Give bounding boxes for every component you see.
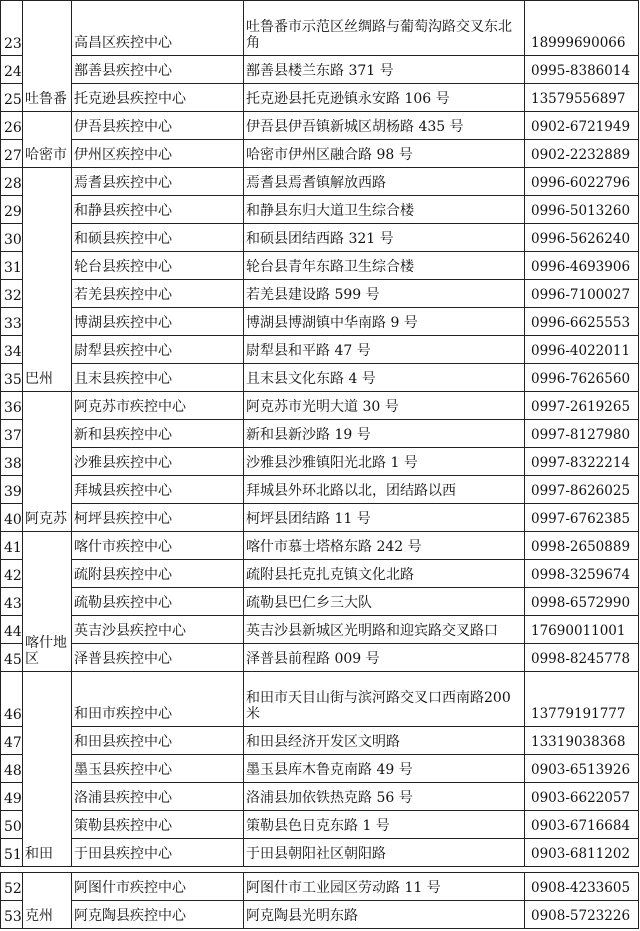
center-address: 沙雅县沙雅镇阳光北路 1 号 [244, 448, 525, 476]
center-name: 伊吾县疾控中心 [72, 112, 244, 140]
row-number: 33 [1, 308, 23, 336]
center-name: 和田市疾控中心 [72, 672, 244, 727]
center-phone: 0996-6625553 [525, 308, 639, 336]
center-address: 鄯善县楼兰东路 371 号 [244, 56, 525, 84]
center-address: 墨玉县库木鲁克南路 49 号 [244, 755, 525, 783]
row-number: 28 [1, 168, 23, 196]
row-number: 37 [1, 420, 23, 448]
table-row [1, 727, 639, 755]
table-body [1, 873, 639, 929]
center-address: 伊吾县伊吾镇新城区胡杨路 435 号 [244, 112, 525, 140]
center-phone: 17690011001 [525, 616, 639, 644]
row-number: 23 [1, 1, 23, 56]
center-address: 阿克陶县光明东路 [244, 901, 525, 929]
center-phone: 0903-6513926 [525, 755, 639, 783]
table-row [1, 811, 639, 839]
table-row [1, 224, 639, 252]
region-label: 阿克苏 [25, 511, 67, 527]
center-phone: 0903-6811202 [525, 839, 639, 867]
row-number: 44 [1, 616, 23, 644]
row-number: 47 [1, 727, 23, 755]
center-address: 吐鲁番市示范区丝绸路与葡萄沟路交叉东北角 [244, 1, 525, 56]
region-label: 和田 [25, 846, 53, 862]
region-label: 克州 [25, 908, 53, 924]
center-address: 哈密市伊州区融合路 98 号 [244, 140, 525, 168]
row-number: 49 [1, 783, 23, 811]
table-row [1, 644, 639, 672]
center-address: 且末县文化东路 4 号 [244, 364, 525, 392]
center-name: 伊州区疾控中心 [72, 140, 244, 168]
region-cell [23, 168, 72, 392]
center-phone: 0997-6762385 [525, 504, 639, 532]
center-name: 阿克苏市疾控中心 [72, 392, 244, 420]
region-label: 吐鲁番 [25, 91, 67, 107]
center-address: 柯坪县团结路 11 号 [244, 504, 525, 532]
center-address: 疏附县托克扎克镇文化北路 [244, 560, 525, 588]
center-name: 洛浦县疾控中心 [72, 783, 244, 811]
region-label: 喀什地 [25, 635, 67, 651]
region-cell [23, 532, 72, 672]
center-name: 和静县疾控中心 [72, 196, 244, 224]
center-address: 焉耆县焉耆镇解放西路 [244, 168, 525, 196]
center-address: 泽普县前程路 009 号 [244, 644, 525, 672]
center-name: 疏勒县疾控中心 [72, 588, 244, 616]
center-phone: 0998-6572990 [525, 588, 639, 616]
row-number: 24 [1, 56, 23, 84]
center-phone: 18999690066 [525, 1, 639, 56]
center-phone: 13319038368 [525, 727, 639, 755]
center-name: 尉犁县疾控中心 [72, 336, 244, 364]
table-row [1, 252, 639, 280]
table-row [1, 56, 639, 84]
center-name: 策勒县疾控中心 [72, 811, 244, 839]
region-label: 巴州 [25, 371, 53, 387]
table-row [1, 336, 639, 364]
center-phone: 0998-8245778 [525, 644, 639, 672]
center-address: 拜城县外环北路以北，团结路以西 [244, 476, 525, 504]
center-phone: 0996-6022796 [525, 168, 639, 196]
center-address: 和硕县团结西路 321 号 [244, 224, 525, 252]
row-number: 48 [1, 755, 23, 783]
center-phone: 0996-4022011 [525, 336, 639, 364]
table-row [1, 392, 639, 420]
center-name: 和田县疾控中心 [72, 727, 244, 755]
region-cell [23, 672, 72, 867]
region-label: 区 [25, 651, 39, 667]
row-number: 52 [1, 873, 23, 901]
row-number: 31 [1, 252, 23, 280]
center-phone: 0996-5013260 [525, 196, 639, 224]
row-number: 25 [1, 84, 23, 112]
center-phone: 0996-5626240 [525, 224, 639, 252]
row-number: 26 [1, 112, 23, 140]
center-address: 和田市天目山街与滨河路交叉口西南路200 米 [244, 672, 525, 727]
row-number: 39 [1, 476, 23, 504]
center-name: 疏附县疾控中心 [72, 560, 244, 588]
center-phone: 0998-2650889 [525, 532, 639, 560]
row-number: 53 [1, 901, 23, 929]
center-phone: 13579556897 [525, 84, 639, 112]
table-row [1, 560, 639, 588]
center-name: 新和县疾控中心 [72, 420, 244, 448]
center-phone: 0996-4693906 [525, 252, 639, 280]
row-number: 36 [1, 392, 23, 420]
center-phone: 0997-2619265 [525, 392, 639, 420]
center-address: 喀什市慕士塔格东路 242 号 [244, 532, 525, 560]
center-name: 和硕县疾控中心 [72, 224, 244, 252]
center-name: 墨玉县疾控中心 [72, 755, 244, 783]
center-phone: 0908-5723226 [525, 901, 639, 929]
row-number: 50 [1, 811, 23, 839]
center-name: 泽普县疾控中心 [72, 644, 244, 672]
row-number: 45 [1, 644, 23, 672]
table-row [1, 1, 639, 56]
table-row [1, 616, 639, 644]
center-name: 托克逊县疾控中心 [72, 84, 244, 112]
center-address: 疏勒县巴仁乡三大队 [244, 588, 525, 616]
center-address: 策勒县色日克东路 1 号 [244, 811, 525, 839]
center-name: 焉耆县疾控中心 [72, 168, 244, 196]
center-address: 阿图什市工业园区劳动路 11 号 [244, 873, 525, 901]
center-name: 若羌县疾控中心 [72, 280, 244, 308]
region-label: 哈密市 [25, 147, 67, 163]
center-phone: 0902-2232889 [525, 140, 639, 168]
table-row [1, 476, 639, 504]
center-name: 高昌区疾控中心 [72, 1, 244, 56]
center-name: 且末县疾控中心 [72, 364, 244, 392]
center-phone: 0995-8386014 [525, 56, 639, 84]
table-row [1, 168, 639, 196]
table-row [1, 112, 639, 140]
table-row [1, 364, 639, 392]
center-name: 英吉沙县疾控中心 [72, 616, 244, 644]
center-phone: 0997-8322214 [525, 448, 639, 476]
center-phone: 0996-7626560 [525, 364, 639, 392]
row-number: 29 [1, 196, 23, 224]
table-row [1, 84, 639, 112]
region-cell [23, 1, 72, 112]
table-row [1, 448, 639, 476]
center-phone: 0903-6622057 [525, 783, 639, 811]
table-body [1, 1, 639, 867]
row-number: 51 [1, 839, 23, 867]
center-name: 博湖县疾控中心 [72, 308, 244, 336]
table-row [1, 420, 639, 448]
center-name: 轮台县疾控中心 [72, 252, 244, 280]
center-address: 尉犁县和平路 47 号 [244, 336, 525, 364]
table-row [1, 755, 639, 783]
center-name: 于田县疾控中心 [72, 839, 244, 867]
center-address: 博湖县博湖镇中华南路 9 号 [244, 308, 525, 336]
center-address: 阿克苏市光明大道 30 号 [244, 392, 525, 420]
table-row [1, 532, 639, 560]
row-number: 46 [1, 672, 23, 727]
center-phone: 0997-8127980 [525, 420, 639, 448]
row-number: 32 [1, 280, 23, 308]
row-number: 27 [1, 140, 23, 168]
center-address: 和田县经济开发区文明路 [244, 727, 525, 755]
region-cell [23, 112, 72, 168]
center-address: 于田县朝阳社区朝阳路 [244, 839, 525, 867]
table-row [1, 588, 639, 616]
center-name: 鄯善县疾控中心 [72, 56, 244, 84]
center-address: 新和县新沙路 19 号 [244, 420, 525, 448]
center-name: 沙雅县疾控中心 [72, 448, 244, 476]
center-name: 阿克陶县疾控中心 [72, 901, 244, 929]
table-row [1, 280, 639, 308]
row-number: 40 [1, 504, 23, 532]
region-cell [23, 392, 72, 532]
table-row [1, 504, 639, 532]
table-row [1, 901, 639, 929]
row-number: 34 [1, 336, 23, 364]
center-address: 和静县东归大道卫生综合楼 [244, 196, 525, 224]
table-row [1, 140, 639, 168]
center-name: 拜城县疾控中心 [72, 476, 244, 504]
center-phone: 0903-6716684 [525, 811, 639, 839]
center-name: 柯坪县疾控中心 [72, 504, 244, 532]
center-address: 托克逊县托克逊镇永安路 106 号 [244, 84, 525, 112]
row-number: 43 [1, 588, 23, 616]
center-phone: 13779191777 [525, 672, 639, 727]
table-row [1, 783, 639, 811]
table-row [1, 196, 639, 224]
row-number: 38 [1, 448, 23, 476]
center-phone: 0902-6721949 [525, 112, 639, 140]
cdc-contact-table-continued [0, 872, 639, 929]
table-row [1, 873, 639, 901]
center-name: 阿图什市疾控中心 [72, 873, 244, 901]
table-row [1, 308, 639, 336]
row-number: 35 [1, 364, 23, 392]
center-phone: 0996-7100027 [525, 280, 639, 308]
region-cell [23, 873, 72, 929]
center-phone: 0908-4233605 [525, 873, 639, 901]
center-address: 英吉沙县新城区光明路和迎宾路交叉路口 [244, 616, 525, 644]
center-phone: 0997-8626025 [525, 476, 639, 504]
row-number: 30 [1, 224, 23, 252]
table-row [1, 672, 639, 727]
center-name: 喀什市疾控中心 [72, 532, 244, 560]
center-address: 洛浦县加依铁热克路 56 号 [244, 783, 525, 811]
row-number: 42 [1, 560, 23, 588]
center-address: 轮台县青年东路卫生综合楼 [244, 252, 525, 280]
table-row [1, 839, 639, 867]
row-number: 41 [1, 532, 23, 560]
center-address: 若羌县建设路 599 号 [244, 280, 525, 308]
center-phone: 0998-3259674 [525, 560, 639, 588]
